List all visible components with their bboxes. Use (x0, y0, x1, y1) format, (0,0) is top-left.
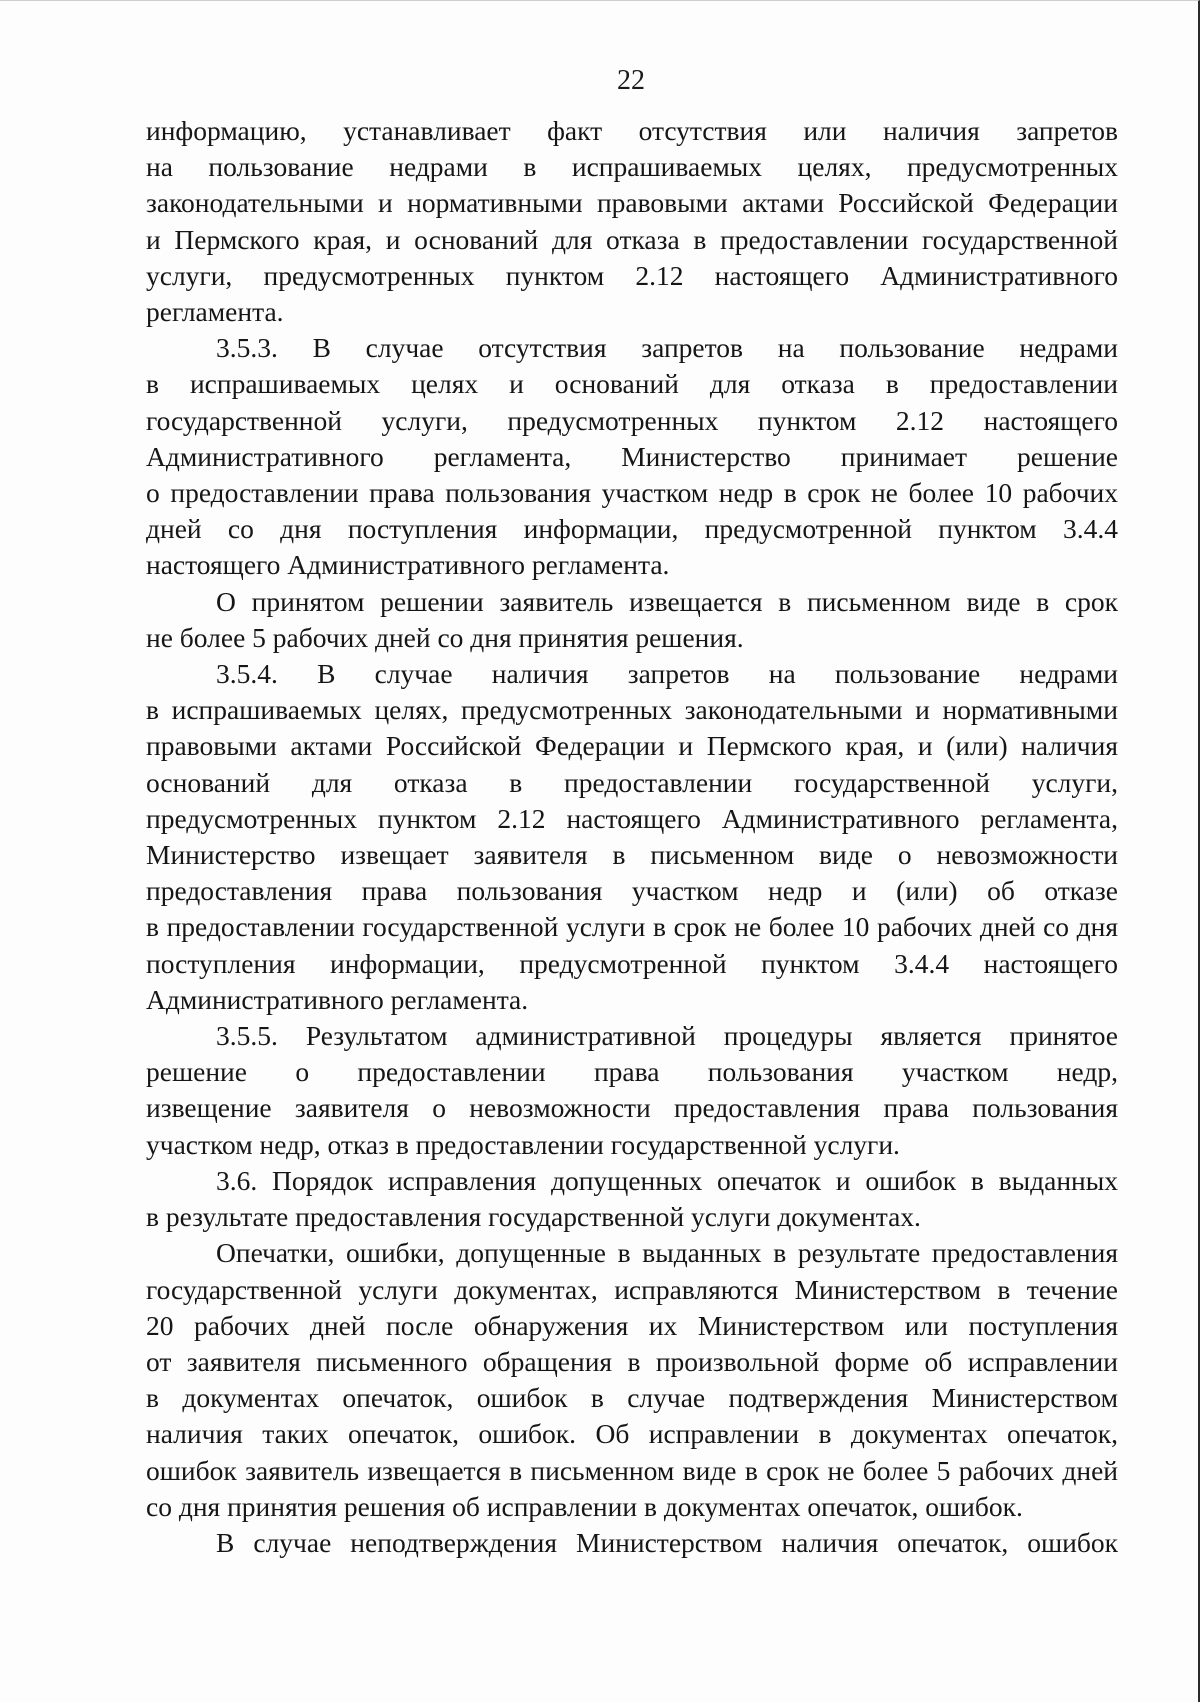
text-line: Административного регламента, Министерство принимает решение (146, 440, 1118, 472)
text-line: 20 рабочих дней после обнаружения их Министерством или поступления (146, 1309, 1118, 1341)
text-line: О принятом решении заявитель извещается в письменном виде в срок (216, 585, 1118, 617)
text-line: Опечатки, ошибки, допущенные в выданных в результате предоставления (216, 1237, 1118, 1269)
text-line: извещение заявителя о невозможности предоставления права пользования (146, 1092, 1118, 1124)
text-line: участком недр, отказ в предоставлении государственной услуги. (146, 1128, 900, 1160)
text-line: решение о предоставлении права пользования участком недр, (146, 1056, 1118, 1088)
paragraph-3-6 (146, 1163, 1118, 1235)
text-line: государственной услуги документах, исправляются Министерством в течение (146, 1273, 1118, 1305)
text-line: от заявителя письменного обращения в произвольной форме об исправлении (146, 1345, 1118, 1377)
paragraph-non-confirmation (146, 1525, 1118, 1561)
document-body (146, 113, 1118, 1561)
text-line: и Пермского края, и оснований для отказа в предоставлении государственной (146, 223, 1118, 255)
text-line: правовыми актами Российской Федерации и Пермского края, и (или) наличия (146, 730, 1118, 762)
text-line: в испрашиваемых целях и оснований для отказа в предоставлении (146, 368, 1118, 400)
text-line: в предоставлении государственной услуги в срок не более 10 рабочих дней со дня (146, 911, 1118, 943)
text-line: о предоставлении права пользования участком недр в срок не более 10 рабочих (146, 477, 1118, 509)
text-line: услуги, предусмотренных пунктом 2.12 настоящего Административного (146, 259, 1118, 291)
text-line: дней со дня поступления информации, предусмотренной пунктом 3.4.4 (146, 513, 1118, 545)
paragraph-corrections (146, 1235, 1118, 1525)
paragraph-1 (146, 113, 1118, 330)
text-line: предусмотренных пунктом 2.12 настоящего Административного регламента, (146, 802, 1118, 834)
text-line: ошибок заявитель извещается в письменном виде в срок не более 5 рабочих дней (146, 1454, 1118, 1486)
text-line: 3.5.3. В случае отсутствия запретов на пользование недрами (216, 332, 1118, 364)
paragraph-decision-notice (146, 584, 1118, 656)
text-line: Министерство извещает заявителя в письменном виде о невозможности (146, 839, 1118, 871)
text-line: 3.5.5. Результатом административной процедуры является принятое (216, 1020, 1118, 1052)
text-line: в документах опечаток, ошибок в случае подтверждения Министерством (146, 1382, 1118, 1414)
text-line: в результате предоставления государственной услуги документах. (146, 1201, 921, 1233)
text-line: в испрашиваемых целях, предусмотренных законодательными и нормативными (146, 694, 1118, 726)
text-line: со дня принятия решения об исправлении в документах опечаток, ошибок. (146, 1490, 1023, 1522)
text-line: оснований для отказа в предоставлении государственной услуги, (146, 766, 1118, 798)
text-line: законодательными и нормативными правовыми актами Российской Федерации (146, 187, 1118, 219)
page-number: 22 (617, 65, 645, 96)
paragraph-3-5-4 (146, 656, 1118, 1018)
text-line: поступления информации, предусмотренной пунктом 3.4.4 настоящего (146, 947, 1118, 979)
text-line: информацию, устанавливает факт отсутствия или наличия запретов (146, 115, 1118, 146)
text-line: 3.5.4. В случае наличия запретов на пользование недрами (216, 658, 1118, 690)
text-line: государственной услуги, предусмотренных пунктом 2.12 настоящего (146, 404, 1118, 436)
paragraph-3-5-5 (146, 1018, 1118, 1163)
text-line: предоставления права пользования участком недр и (или) об отказе (146, 875, 1118, 907)
text-line: регламента. (146, 296, 284, 328)
text-line: Административного регламента. (146, 983, 529, 1015)
text-line: 3.6. Порядок исправления допущенных опечаток и ошибок в выданных (216, 1164, 1118, 1196)
paragraph-3-5-3 (146, 330, 1118, 583)
text-line: не более 5 рабочих дней со дня принятия решения. (146, 621, 744, 653)
text-line: на пользование недрами в испрашиваемых целях, предусмотренных (146, 151, 1118, 183)
text-line: В случае неподтверждения Министерством наличия опечаток, ошибок (216, 1526, 1118, 1558)
text-line: настоящего Административного регламента. (146, 549, 670, 581)
text-line: наличия таких опечаток, ошибок. Об исправлении в документах опечаток, (146, 1418, 1118, 1450)
